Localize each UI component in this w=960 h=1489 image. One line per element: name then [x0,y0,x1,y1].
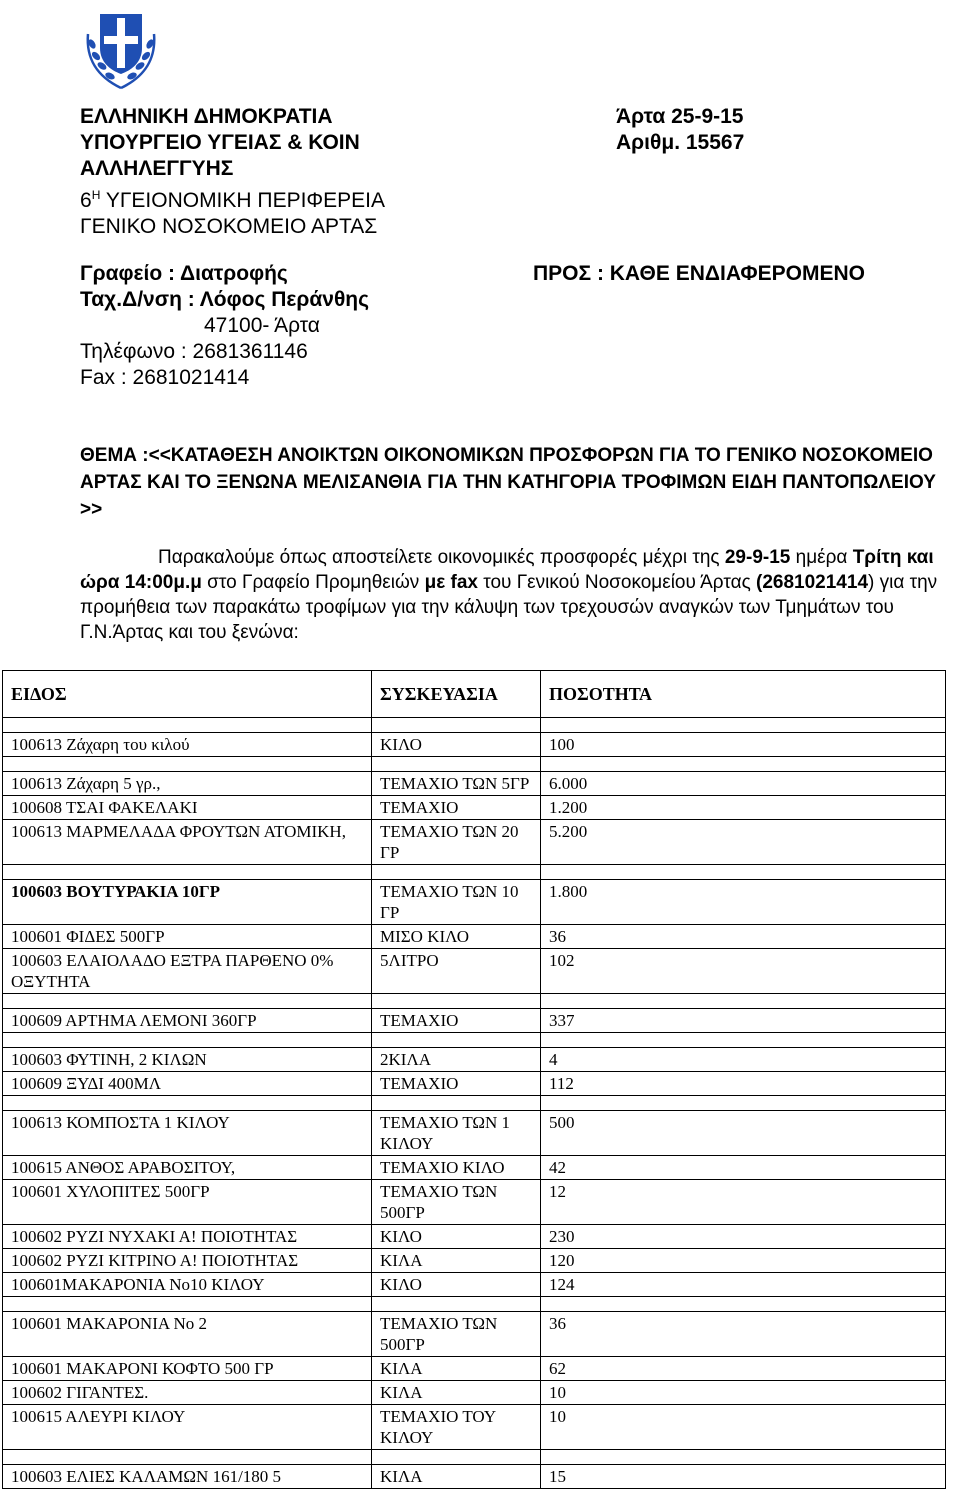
spacer-cell [541,1297,946,1312]
country-name: ΕΛΛΗΝΙΚΗ ΔΗΜΟΚΡΑΤΙΑ [80,105,333,128]
quantity-cell: 102 [541,949,946,994]
table-spacer-row [3,1033,946,1048]
item-cell: 100609 ΑΡΤΗΜΑ ΛΕΜΟΝΙ 360ΓΡ [3,1009,372,1033]
package-cell: ΚΙΛΟ [372,733,541,757]
header-quantity: ΠΟΣΟΤΗΤΑ [541,671,946,718]
table-row [3,1072,946,1096]
quantity-cell: 42 [541,1156,946,1180]
spacer-cell [541,1096,946,1111]
table-row [3,796,946,820]
spacer-cell [3,865,372,880]
quantity-cell: 36 [541,1312,946,1357]
item-cell: 100615 ΑΝΘΟΣ ΑΡΑΒΟΣΙΤΟΥ, [3,1156,372,1180]
table-spacer-row [3,1297,946,1312]
office-fax: Fax : 2681021414 [80,366,250,389]
table-row [3,949,946,994]
item-cell: 100613 Ζάχαρη 5 γρ., [3,772,372,796]
quantity-cell: 500 [541,1111,946,1156]
quantity-cell: 12 [541,1180,946,1225]
spacer-cell [3,994,372,1009]
package-cell: ΤΕΜΑΧΙΟ ΚΙΛΟ [372,1156,541,1180]
package-cell: ΤΕΜΑΧΙΟ ΤΩΝ 500ΓΡ [372,1312,541,1357]
table-row [3,733,946,757]
quantity-cell: 337 [541,1009,946,1033]
quantity-cell: 15 [541,1465,946,1489]
item-cell: 100603 ΕΛΙΕΣ ΚΑΛΑΜΩΝ 161/180 5 [3,1465,372,1489]
quantity-cell: 1.800 [541,880,946,925]
table-header-row [3,671,946,718]
office-phone: Τηλέφωνο : 2681361146 [80,340,308,363]
body-paragraph: Παρακαλούμε όπως αποστείλετε οικονομικές προσφορές μέχρι της 29-9-15 ημέρα Τρίτη και ώρα 14:00μ.μ στο Γραφείο Προμηθειών με fax του Γενικού Νοσοκομείου Άρτας (2681021414) για την προμήθεια των παρακάτω τροφίμων για την κάλυψη των τρεχουσών αναγκών των Τμημάτων του Γ.Ν.Άρτας και του ξενώνα: [80,547,938,643]
package-cell: ΚΙΛΟ [372,1273,541,1297]
subject: ΘΕΜΑ :<<ΚΑΤΑΘΕΣΗ ΑΝΟΙΚΤΩΝ ΟΙΚΟΝΟΜΙΚΩΝ ΠΡΟΣΦΟΡΩΝ ΓΙΑ ΤΟ ΓΕΝΙΚΟ ΝΟΣΟΚΟΜΕΙΟ ΑΡΤΑΣ ΚΑΙ ΤΟ ΞΕΝΩΝΑ ΜΕΛΙΣΑΝΘΙΑ ΓΙΑ ΤΗΝ ΚΑΤΗΓΟΡΙΑ ΤΡΟΦΙΜΩΝ ΕΙΔΗ ΠΑΝΤΟΠΩΛΕΙΟΥ >> [80,445,936,520]
office-address: Ταχ.Δ/νση : Λόφος Περάνθης [80,288,370,311]
spacer-cell [541,718,946,733]
spacer-cell [372,757,541,772]
table-row [3,1111,946,1156]
office-block [80,261,369,391]
table-spacer-row [3,718,946,733]
table-row [3,820,946,865]
quantity-cell: 10 [541,1405,946,1450]
table-spacer-row [3,1096,946,1111]
item-cell: 100601 ΜΑΚΑΡΟΝΙΑ Νο 2 [3,1312,372,1357]
package-cell: ΤΕΜΑΧΙΟ ΤΩΝ 1 ΚΙΛΟΥ [372,1111,541,1156]
spacer-cell [541,865,946,880]
item-cell: 100603 ΦΥΤΙΝΗ, 2 ΚΙΛΩΝ [3,1048,372,1072]
item-cell: 100601 ΦΙΔΕΣ 500ΓΡ [3,925,372,949]
spacer-cell [372,994,541,1009]
quantity-cell: 5.200 [541,820,946,865]
item-cell: 100613 ΚΟΜΠΟΣΤΑ 1 ΚΙΛΟΥ [3,1111,372,1156]
item-cell: 100601 ΜΑΚΑΡΟΝΙ ΚΟΦΤΟ 500 ΓΡ [3,1357,372,1381]
spacer-cell [372,718,541,733]
table-row [3,880,946,925]
package-cell: ΤΕΜΑΧΙΟ [372,796,541,820]
package-cell: ΜΙΣΟ ΚΙΛΟ [372,925,541,949]
table-spacer-row [3,757,946,772]
item-cell: 100601ΜΑΚΑΡΟΝΙΑ Νο10 ΚΙΛΟΥ [3,1273,372,1297]
spacer-cell [3,1450,372,1465]
package-cell: ΚΙΛΑ [372,1357,541,1381]
item-cell: 100609 ΞΥΔΙ 400ΜΛ [3,1072,372,1096]
item-cell: 100601 ΧΥΛΟΠΙΤΕΣ 500ΓΡ [3,1180,372,1225]
table-row [3,772,946,796]
package-cell: ΤΕΜΑΧΙΟ [372,1072,541,1096]
document-number: Αριθμ. 15567 [616,131,745,154]
item-cell: 100602 ΓΙΓΑΝΤΕΣ. [3,1381,372,1405]
quantity-cell: 10 [541,1381,946,1405]
quantity-cell: 4 [541,1048,946,1072]
quantity-cell: 120 [541,1249,946,1273]
office-name: Γραφείο : Διατροφής [80,262,288,285]
ministry-line-1: ΥΠΟΥΡΓΕΙΟ ΥΓΕΙΑΣ & ΚΟΙΝ [80,131,360,154]
spacer-cell [372,1450,541,1465]
table-row [3,1225,946,1249]
deadline-day-time: Τρίτη και ώρα 14:00μ.μ [80,547,934,593]
table-row [3,1249,946,1273]
item-cell: 100608 ΤΣΑΙ ΦΑΚΕΛΑΚΙ [3,796,372,820]
package-cell: ΚΙΛΑ [372,1249,541,1273]
item-cell: 100603 ΕΛΑΙΟΛΑΔΟ ΕΞΤΡΑ ΠΑΡΘΕΝΟ 0% ΟΞΥΤΗΤΑ [3,949,372,994]
greek-emblem-icon [78,4,164,94]
table-row [3,1180,946,1225]
item-cell: 100613 ΜΑΡΜΕΛΑΔΑ ΦΡΟΥΤΩΝ ΑΤΟΜΙΚΗ, [3,820,372,865]
spacer-cell [3,1096,372,1111]
quantity-cell: 1.200 [541,796,946,820]
issuer-block [80,104,385,240]
package-cell: ΤΕΜΑΧΙΟ ΤΩΝ 20 ΓΡ [372,820,541,865]
fax-number: (2681021414 [756,572,869,593]
package-cell: ΤΕΜΑΧΙΟ ΤΩΝ 5ΓΡ [372,772,541,796]
item-cell: 100602 ΡΥΖΙ ΚΙΤΡΙΝΟ Α! ΠΟΙΟΤΗΤΑΣ [3,1249,372,1273]
spacer-cell [372,1033,541,1048]
health-region: $6^H$ ΥΓΕΙΟΝΟΜΙΚΗ ΠΕΡΙΦΕΡΕΙΑ [80,188,386,212]
deadline-date: 29-9-15 [724,547,791,568]
table-spacer-row [3,865,946,880]
fax-label: με fax [424,572,478,593]
spacer-cell [541,757,946,772]
table-row [3,1273,946,1297]
quantity-cell: 36 [541,925,946,949]
spacer-cell [372,1096,541,1111]
date-number-block [616,104,744,156]
spacer-cell [3,757,372,772]
spacer-cell [372,865,541,880]
table-row [3,1156,946,1180]
document-date: Άρτα 25-9-15 [616,105,744,128]
recipient: ΠΡΟΣ : ΚΑΘΕ ΕΝΔΙΑΦΕΡΟΜΕΝΟ [533,262,866,285]
quantity-cell: 230 [541,1225,946,1249]
table-row [3,1048,946,1072]
quantity-cell: 100 [541,733,946,757]
package-cell: 2ΚΙΛΑ [372,1048,541,1072]
package-cell: ΤΕΜΑΧΙΟ ΤΟΥ ΚΙΛΟΥ [372,1405,541,1450]
table-row [3,925,946,949]
table-spacer-row [3,994,946,1009]
header-item: ΕΙΔΟΣ [3,671,372,718]
table-row [3,1009,946,1033]
table-spacer-row [3,1450,946,1465]
office-postcode: 47100- Άρτα [204,314,320,337]
table-row [3,1312,946,1357]
item-cell: 100603 ΒΟΥΤΥΡΑΚΙΑ 10ΓΡ [3,880,372,925]
table-row [3,1381,946,1405]
package-cell: ΤΕΜΑΧΙΟ [372,1009,541,1033]
package-cell: ΤΕΜΑΧΙΟ ΤΩΝ 10 ΓΡ [372,880,541,925]
ministry-line-2: ΑΛΛΗΛΕΓΓΥΗΣ [80,157,234,180]
quantity-cell: 62 [541,1357,946,1381]
package-cell: ΚΙΛΟ [372,1225,541,1249]
package-cell: 5ΛΙΤΡΟ [372,949,541,994]
item-cell: 100615 ΑΛΕΥΡΙ ΚΙΛΟΥ [3,1405,372,1450]
spacer-cell [541,994,946,1009]
spacer-cell [3,718,372,733]
quantity-cell: 112 [541,1072,946,1096]
spacer-cell [541,1033,946,1048]
spacer-cell [372,1297,541,1312]
package-cell: ΚΙΛΑ [372,1381,541,1405]
table-row [3,1357,946,1381]
items-table [2,670,946,1489]
package-cell: ΚΙΛΑ [372,1465,541,1489]
item-cell: 100602 ΡΥΖΙ ΝΥΧΑΚΙ Α! ΠΟΙΟΤΗΤΑΣ [3,1225,372,1249]
hospital-name: ΓΕΝΙΚΟ ΝΟΣΟΚΟΜΕΙΟ ΑΡΤΑΣ [80,215,378,238]
quantity-cell: 124 [541,1273,946,1297]
spacer-cell [3,1297,372,1312]
quantity-cell: 6.000 [541,772,946,796]
item-cell: 100613 Ζάχαρη του κιλού [3,733,372,757]
table-row [3,1465,946,1489]
spacer-cell [3,1033,372,1048]
table-row [3,1405,946,1450]
header-package: ΣΥΣΚΕΥΑΣΙΑ [372,671,541,718]
spacer-cell [541,1450,946,1465]
package-cell: ΤΕΜΑΧΙΟ ΤΩΝ 500ΓΡ [372,1180,541,1225]
